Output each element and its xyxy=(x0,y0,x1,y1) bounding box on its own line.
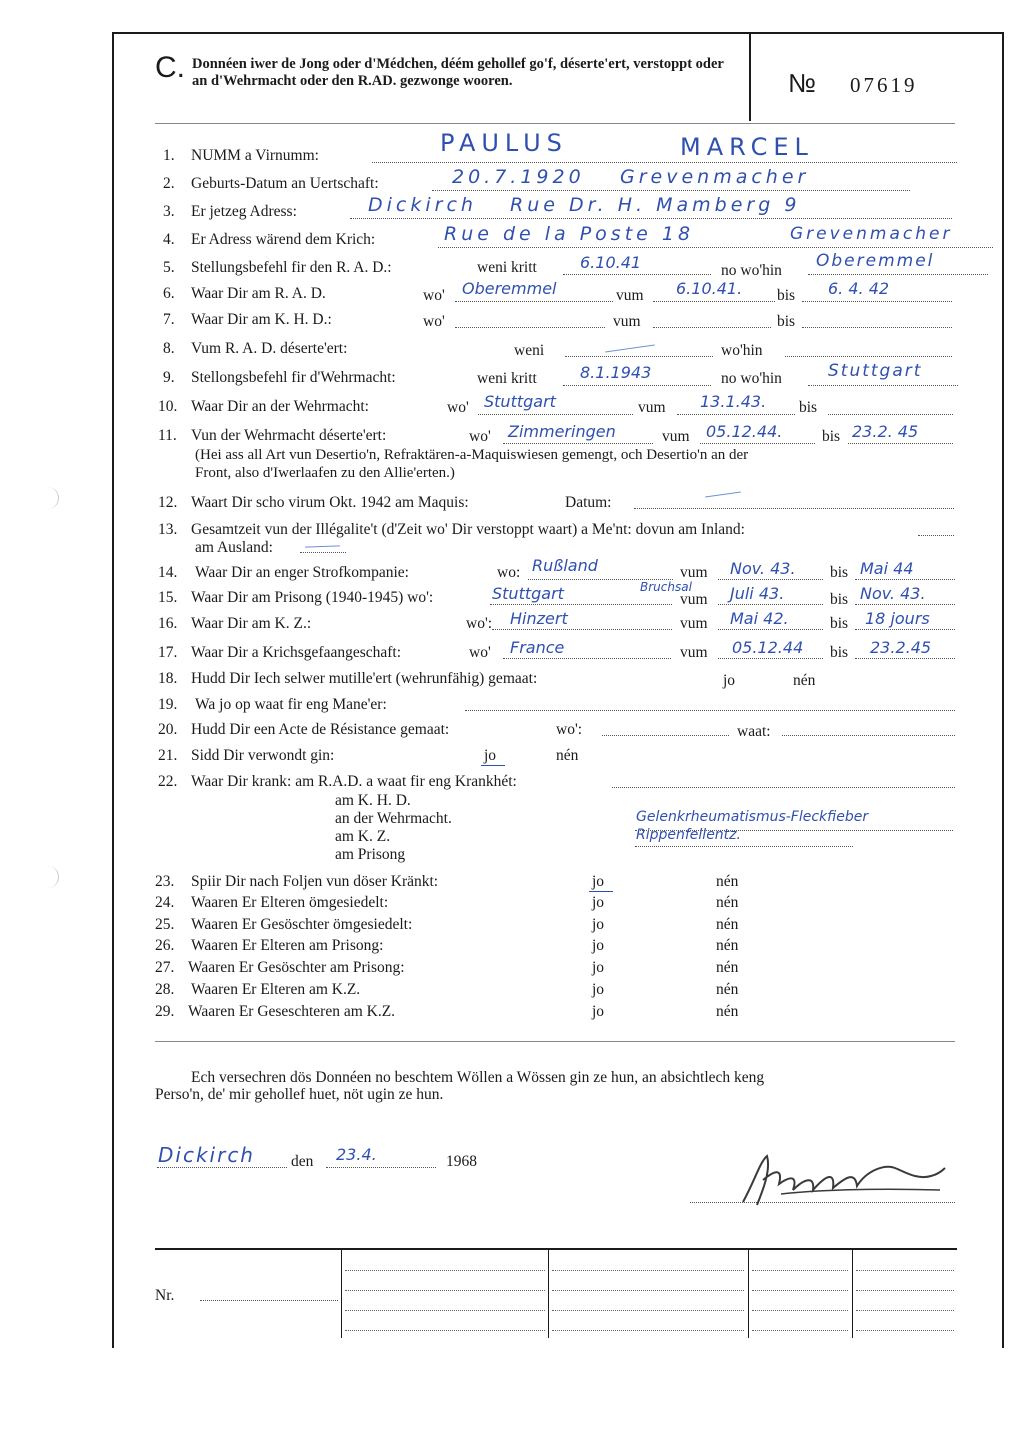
fill-line xyxy=(808,274,988,275)
binder-mark xyxy=(48,487,59,509)
handwritten-prison-from: Juli 43. xyxy=(730,584,785,603)
row-label: NUMM a Virnumm: xyxy=(191,147,319,164)
row-number: 20. xyxy=(158,721,178,738)
row-label-to: bis xyxy=(830,615,849,632)
handwritten-pow-from: 05.12.44 xyxy=(732,638,804,657)
row-label: Stellungsbefehl fir den R. A. D.: xyxy=(191,259,392,276)
handwritten-camp-to: 18 jours xyxy=(865,609,930,628)
handwritten-wehrmacht-order-place: Stuttgart xyxy=(828,361,923,381)
signature-text xyxy=(900,1206,901,1207)
answer-yes: jo xyxy=(592,873,605,890)
row-label-from: vum xyxy=(638,399,666,416)
row-number: 11. xyxy=(158,427,177,444)
row-label-to: bis xyxy=(830,564,849,581)
row-label-where: wo' xyxy=(447,399,469,416)
declaration-text: Perso'n, de' mir gehollef huet, nöt ugin ze hun. xyxy=(155,1086,444,1103)
row-number: 14. xyxy=(158,564,178,581)
row-label: Wa jo op waat fir eng Mane'er: xyxy=(195,696,387,713)
fill-line xyxy=(345,1270,545,1271)
row-label-to: bis xyxy=(830,591,849,608)
handwritten-wehrmacht-place: Stuttgart xyxy=(484,392,556,411)
row-label: Waar Dir am Prisong (1940-1945) wo': xyxy=(191,589,434,606)
row-label-to: bis xyxy=(777,313,796,330)
fill-line xyxy=(552,1290,744,1291)
answer-yes: jo xyxy=(592,916,605,933)
row-number: 5. xyxy=(163,259,175,276)
handwritten-prison-extra: Bruchsal xyxy=(640,580,692,594)
answer-no: nén xyxy=(716,916,739,933)
answer-yes: jo xyxy=(592,1003,605,1020)
row-label: Waar Dir am K. Z.: xyxy=(191,615,312,632)
fill-line xyxy=(856,1310,954,1311)
row-sub-label: am K. Z. xyxy=(335,828,391,845)
row-label: Waar Dir a Krichsgefaangeschaft: xyxy=(191,644,402,661)
row-number: 16. xyxy=(158,615,178,632)
row-label-from: vum xyxy=(616,287,644,304)
fill-line xyxy=(855,604,955,605)
fill-line xyxy=(157,1167,287,1168)
footer-column-divider xyxy=(548,1248,549,1338)
section-rule xyxy=(155,1041,955,1042)
row-label-where: wo: xyxy=(497,564,521,581)
row-label-where: no wo'hin xyxy=(721,370,782,387)
footer-table xyxy=(155,1248,957,1340)
row-label: Gesamtzeit vun der Illégalite't (d'Zeit wo' Dir verstoppt waart) a Me'nt: dovun am Inland: xyxy=(191,521,745,538)
fill-line xyxy=(718,579,823,580)
handwritten-desertion-from: 05.12.44. xyxy=(706,422,783,441)
row-sub-label: am Prisong xyxy=(335,846,406,863)
row-label-from: vum xyxy=(680,644,708,661)
row-label: Er jetzeg Adress: xyxy=(191,203,297,220)
row-label: Spiir Dir nach Foljen vun döser Kränkt: xyxy=(191,873,439,890)
row-label-what: waat: xyxy=(737,723,771,740)
row-number: 15. xyxy=(158,589,178,606)
row-label: Hudd Dir een Acte de Résistance gemaat: xyxy=(191,721,450,738)
header-divider xyxy=(749,33,751,121)
row-number: 17. xyxy=(158,644,178,661)
handwritten-surname: PAULUS xyxy=(440,129,568,157)
fill-line xyxy=(503,658,671,659)
row-number: 18. xyxy=(158,670,178,687)
fill-line xyxy=(918,535,954,536)
fill-line xyxy=(718,629,823,630)
nr-label: Nr. xyxy=(155,1287,175,1304)
handwritten-desertion-to: 23.2. 45 xyxy=(852,422,919,441)
row-label-to: bis xyxy=(830,644,849,661)
row-label: Waaren Er Gesöschter ömgesiedelt: xyxy=(191,916,413,933)
declaration-text: Ech versechren dös Donnéen no beschtem Wöllen a Wössen gin ze hun, an absichtlech keng xyxy=(191,1069,765,1086)
row-label: Hudd Dir Iech selwer mutille'ert (wehrunfähig) gemaat: xyxy=(191,670,538,687)
fill-line xyxy=(802,301,952,302)
fill-line xyxy=(612,787,955,788)
fill-line xyxy=(718,604,823,605)
fill-line xyxy=(490,604,672,605)
handwritten-prison-to: Nov. 43. xyxy=(860,584,926,603)
row-label-to: bis xyxy=(799,399,818,416)
handwritten-firstname: MARCEL xyxy=(680,133,814,161)
handwritten-illness: Gelenkrheumatismus-Fleckfieber xyxy=(636,809,869,825)
row-label: Waar Dir an enger Strofkompanie: xyxy=(195,564,409,581)
handwritten-prison-place: Stuttgart xyxy=(492,584,564,603)
fill-line xyxy=(855,658,955,659)
row-label-where: wo': xyxy=(466,615,493,632)
fill-line xyxy=(855,579,955,580)
fill-line xyxy=(653,327,771,328)
row-label: Waar Dir am R. A. D. xyxy=(191,285,326,302)
fill-line xyxy=(465,710,955,711)
row-note: (Hei ass all Art vun Desertio'n, Refraktären-a-Maquiswiesen gemengt, och Desertio'n an der xyxy=(195,447,749,463)
fill-line xyxy=(552,1330,744,1331)
handwritten-desertion-place: Zimmeringen xyxy=(508,422,616,441)
row-label-from: vum xyxy=(613,313,641,330)
row-number: 1. xyxy=(163,147,175,164)
fill-line xyxy=(856,1270,954,1271)
row-label-from: vum xyxy=(680,564,708,581)
handwritten-rad-order-place: Oberemmel xyxy=(816,251,935,271)
row-label: Waaren Er Gesöschter am Prisong: xyxy=(188,959,405,976)
row-label-when: weni kritt xyxy=(477,370,537,387)
fill-line xyxy=(503,443,653,444)
handwritten-punishment-to: Mai 44 xyxy=(860,559,914,578)
section-letter: C. xyxy=(155,51,185,84)
fill-line xyxy=(752,1330,848,1331)
answer-no: nén xyxy=(716,959,739,976)
answer-no: nén xyxy=(716,1003,739,1020)
row-label: Waar Dir krank: am R.A.D. a waat fir eng Krankhét: xyxy=(191,773,517,790)
handwritten-birth-place: Grevenmacher xyxy=(620,166,810,188)
signature-mark xyxy=(735,1150,950,1210)
handwritten-address-street: Rue Dr. H. Mamberg 9 xyxy=(510,194,801,216)
answer-yes: jo xyxy=(592,959,605,976)
fill-line xyxy=(563,274,711,275)
fill-line xyxy=(345,1310,545,1311)
row-number: 26. xyxy=(155,937,175,954)
row-number: 10. xyxy=(158,398,178,415)
fill-line xyxy=(455,327,605,328)
handwritten-punishment-company: Rußland xyxy=(532,556,598,575)
row-label: Waaren Er Elteren am Prisong: xyxy=(191,937,384,954)
fill-line xyxy=(848,443,953,444)
handwritten-punishment-from: Nov. 43. xyxy=(730,559,796,578)
row-label: Er Adress wärend dem Krich: xyxy=(191,231,376,248)
handwritten-rad-order-date: 6.10.41 xyxy=(580,253,642,272)
answer-no: nén xyxy=(556,747,579,764)
fill-line xyxy=(200,1300,338,1301)
fill-line xyxy=(345,1290,545,1291)
row-label-where: no wo'hin xyxy=(721,262,782,279)
row-label: Stellongsbefehl fir d'Wehrmacht: xyxy=(191,369,396,386)
row-label-when: weni kritt xyxy=(477,259,537,276)
handwritten-sign-place: Dickirch xyxy=(158,1143,255,1167)
row-number: 3. xyxy=(163,203,175,220)
row-number: 2. xyxy=(163,175,175,192)
row-sub-label: am K. H. D. xyxy=(335,792,411,809)
handwritten-sign-date: 23.4. xyxy=(336,1145,377,1164)
header-rule xyxy=(155,123,955,124)
fill-line xyxy=(677,414,795,415)
row-label-from: vum xyxy=(680,615,708,632)
row-label-where: wo' xyxy=(423,313,445,330)
row-number: 22. xyxy=(158,773,178,790)
fill-line xyxy=(326,1167,436,1168)
row-label-to: bis xyxy=(822,428,841,445)
row-number: 19. xyxy=(158,696,178,713)
row-label: Waaren Er Elteren ömgesiedelt: xyxy=(191,894,389,911)
handwritten-wehrmacht-from: 13.1.43. xyxy=(700,392,767,411)
section-title: Donnéen iwer de Jong oder d'Médchen, déém gehollef go'f, déserte'ert, verstoppt oder an d'Wehrmacht oder den R.AD. gezwonge wooren. xyxy=(192,56,724,89)
answer-no: nén xyxy=(716,873,739,890)
row-number: 13. xyxy=(158,521,178,538)
answer-yes: jo xyxy=(592,981,605,998)
handwritten-address-city: Dickirch xyxy=(368,194,477,216)
fill-line xyxy=(438,247,993,248)
row-label-where: wo': xyxy=(556,721,583,738)
answer-no: nén xyxy=(716,937,739,954)
row-number: 21. xyxy=(158,747,178,764)
handwritten-illness: Rippenfellentz. xyxy=(636,827,741,843)
den-label: den xyxy=(291,1153,314,1170)
answer-no: nén xyxy=(793,672,816,689)
handwritten-war-address: Rue de la Poste 18 xyxy=(444,223,695,245)
answer-no: nén xyxy=(716,894,739,911)
fill-line xyxy=(752,1270,848,1271)
row-number: 12. xyxy=(158,494,178,511)
row-label: Waart Dir scho virum Okt. 1942 am Maquis: xyxy=(191,494,469,511)
answer-underline xyxy=(589,891,613,892)
fill-line xyxy=(372,162,957,163)
fill-line xyxy=(785,356,952,357)
row-number: 4. xyxy=(163,231,175,248)
handwritten-birth-date: 20.7.1920 xyxy=(452,166,585,188)
fill-line xyxy=(700,443,815,444)
answer-underline xyxy=(481,765,505,766)
fill-line xyxy=(855,629,955,630)
answer-yes: jo xyxy=(484,747,497,764)
row-label-to: bis xyxy=(777,287,796,304)
handwritten-rad-place: Oberemmel xyxy=(462,279,557,298)
handwritten-camp-place: Hinzert xyxy=(510,609,568,628)
row-label-where: wo' xyxy=(423,287,445,304)
fill-line xyxy=(300,552,346,553)
row-sub-label: an der Wehrmacht. xyxy=(335,810,452,827)
handwritten-pow-to: 23.2.45 xyxy=(870,638,932,657)
fill-line xyxy=(752,1290,848,1291)
row-number: 27. xyxy=(155,959,175,976)
row-number: 7. xyxy=(163,311,175,328)
fill-line xyxy=(492,629,672,630)
row-label-abroad: am Ausland: xyxy=(195,539,273,556)
row-label-when: weni xyxy=(514,342,545,359)
row-number: 8. xyxy=(163,340,175,357)
fill-line xyxy=(563,385,711,386)
answer-yes: jo xyxy=(723,672,736,689)
row-label: Waaren Er Elteren am K.Z. xyxy=(191,981,361,998)
footer-column-divider xyxy=(341,1248,342,1338)
fill-line xyxy=(635,846,853,847)
year-label: 1968 xyxy=(446,1153,477,1170)
handwritten-rad-from: 6.10.41. xyxy=(676,279,743,298)
answer-no: nén xyxy=(716,981,739,998)
row-number: 23. xyxy=(155,873,175,890)
fill-line xyxy=(856,1290,954,1291)
row-label: Geburts-Datum an Uertschaft: xyxy=(191,175,379,192)
binder-mark xyxy=(48,866,59,888)
row-label: Vun der Wehrmacht déserte'ert: xyxy=(191,427,387,444)
handwritten-pow-place: France xyxy=(510,638,565,657)
row-number: 9. xyxy=(163,369,175,386)
fill-line xyxy=(802,327,952,328)
fill-line xyxy=(808,385,958,386)
row-label-where: wo'hin xyxy=(721,342,763,359)
row-label: Sidd Dir verwondt gin: xyxy=(191,747,335,764)
fill-line xyxy=(634,508,954,509)
fill-line xyxy=(565,356,713,357)
row-number: 24. xyxy=(155,894,175,911)
row-label: Waar Dir am K. H. D.: xyxy=(191,311,332,328)
number-sign: № xyxy=(788,68,816,98)
row-number: 25. xyxy=(155,916,175,933)
handwritten-war-city: Grevenmacher xyxy=(790,224,953,244)
fill-line xyxy=(828,414,953,415)
fill-line xyxy=(718,658,823,659)
footer-column-divider xyxy=(852,1248,853,1338)
row-label: Vum R. A. D. déserte'ert: xyxy=(191,340,348,357)
fill-line xyxy=(782,735,955,736)
handwritten-camp-from: Mai 42. xyxy=(730,609,789,628)
handwritten-rad-to: 6. 4. 42 xyxy=(828,279,890,298)
row-number: 6. xyxy=(163,285,175,302)
fill-line xyxy=(552,1270,744,1271)
fill-line xyxy=(432,190,910,191)
row-label: Waaren Er Geseschteren am K.Z. xyxy=(188,1003,396,1020)
fill-line xyxy=(602,735,729,736)
footer-column-divider xyxy=(748,1248,749,1338)
fill-line xyxy=(653,301,775,302)
row-note: Front, also d'Iwerlaafen zu den Allie'erten.) xyxy=(195,465,455,481)
fill-line xyxy=(350,218,952,219)
row-label-where: wo' xyxy=(469,428,491,445)
fill-line xyxy=(345,1330,545,1331)
row-number: 29. xyxy=(155,1003,175,1020)
row-label-where: wo' xyxy=(469,644,491,661)
fill-line xyxy=(455,301,613,302)
row-label-date: Datum: xyxy=(565,494,612,511)
fill-line xyxy=(856,1330,954,1331)
fill-line xyxy=(478,414,633,415)
fill-line xyxy=(752,1310,848,1311)
answer-yes: jo xyxy=(592,894,605,911)
fill-line xyxy=(552,1310,744,1311)
row-label-from: vum xyxy=(662,428,690,445)
row-label-from: vum xyxy=(680,591,708,608)
handwritten-wehrmacht-order-date: 8.1.1943 xyxy=(580,363,652,382)
form-number: 07619 xyxy=(850,73,918,97)
row-label: Waar Dir an der Wehrmacht: xyxy=(191,398,369,415)
answer-yes: jo xyxy=(592,937,605,954)
row-number: 28. xyxy=(155,981,175,998)
